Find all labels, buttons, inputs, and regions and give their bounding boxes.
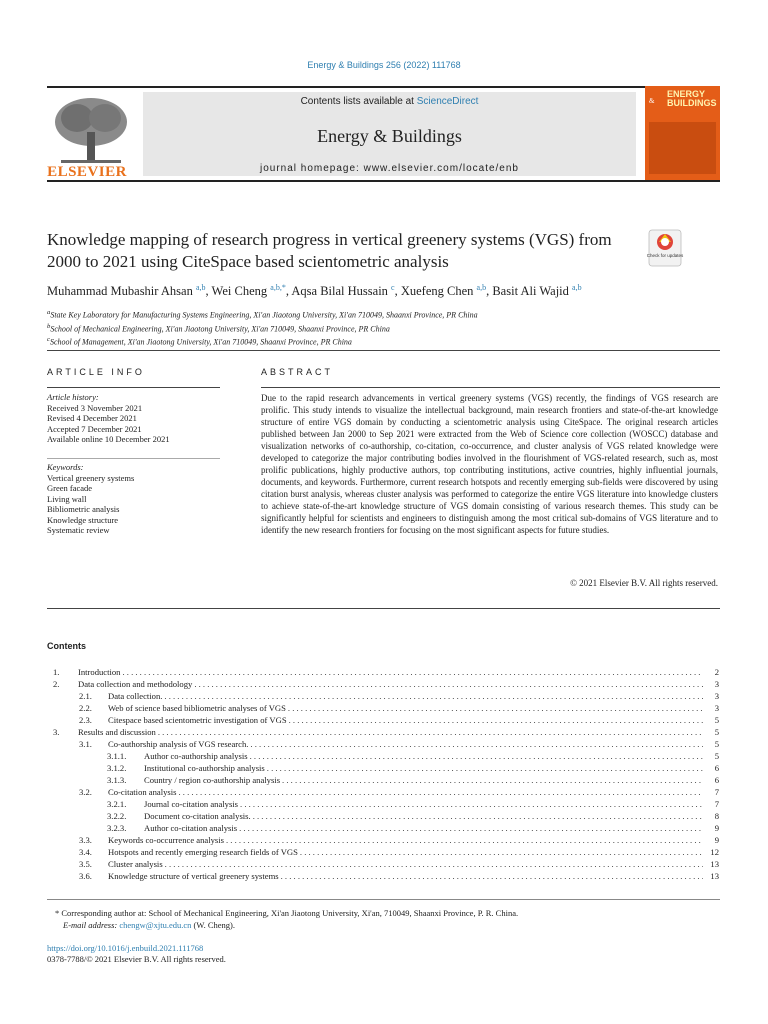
toc-entry[interactable] bbox=[47, 702, 719, 714]
history-item: Revised 4 December 2021 bbox=[47, 413, 137, 423]
toc-title[interactable]: Co-citation analysis bbox=[108, 787, 177, 797]
toc-page-number[interactable]: 9 bbox=[714, 835, 719, 845]
toc-number: 2.2. bbox=[79, 703, 92, 713]
toc-leader bbox=[120, 666, 703, 678]
toc-number: 3.3. bbox=[79, 835, 92, 845]
keyword: Green facade bbox=[47, 483, 93, 493]
contents-heading: Contents bbox=[47, 641, 86, 651]
toc-entry[interactable] bbox=[47, 798, 719, 810]
author[interactable] bbox=[492, 284, 581, 298]
toc-entry[interactable] bbox=[47, 678, 719, 690]
toc-title[interactable]: Document co-citation analysis. bbox=[144, 811, 251, 821]
check-for-updates-icon[interactable] bbox=[645, 228, 685, 268]
toc-number: 2. bbox=[53, 679, 60, 689]
toc-entry[interactable] bbox=[47, 762, 719, 774]
toc-leader bbox=[287, 714, 703, 726]
toc-number: 3.1.3. bbox=[107, 775, 127, 785]
toc-leader bbox=[224, 834, 703, 846]
toc-page-number[interactable]: 5 bbox=[714, 739, 719, 749]
toc-title[interactable]: Author co-citation analysis bbox=[144, 823, 238, 833]
author[interactable] bbox=[401, 284, 486, 298]
toc-page-number[interactable]: 12 bbox=[710, 847, 719, 857]
contents-prefix: Contents lists available at bbox=[300, 96, 417, 107]
toc-entry[interactable] bbox=[47, 666, 719, 678]
toc-title[interactable]: Introduction bbox=[78, 667, 121, 677]
keyword: Knowledge structure bbox=[47, 514, 119, 525]
toc-number: 3.2. bbox=[79, 787, 92, 797]
toc-page-number[interactable]: 5 bbox=[714, 727, 719, 737]
toc-page-number[interactable]: 8 bbox=[714, 811, 719, 821]
toc-number: 3.2.1. bbox=[107, 799, 127, 809]
toc-number: 3.4. bbox=[79, 847, 92, 857]
toc-page-number[interactable]: 6 bbox=[714, 763, 719, 773]
toc-number: 3.2.2. bbox=[107, 811, 127, 821]
abstract-rule bbox=[261, 387, 720, 388]
affil-text: School of Management, Xi'an Jiaotong University, Xi'an 710049, Shaanxi Province, PR China bbox=[49, 337, 352, 347]
toc-number: 2.3. bbox=[79, 715, 92, 725]
author-affil-mark[interactable]: a,b bbox=[572, 283, 582, 292]
keyword: Vertical greenery systems bbox=[47, 472, 135, 483]
article-info-rule bbox=[47, 387, 220, 388]
toc-entry[interactable] bbox=[47, 846, 719, 858]
toc-page-number[interactable]: 13 bbox=[710, 871, 719, 881]
journal-homepage[interactable]: journal homepage: www.elsevier.com/locate/enb bbox=[259, 163, 519, 174]
toc-page-number[interactable]: 7 bbox=[714, 799, 719, 809]
toc-leader bbox=[265, 762, 703, 774]
corresponding-footnote bbox=[47, 907, 727, 931]
keywords-rule bbox=[47, 458, 220, 459]
email-suffix: (W. Cheng). bbox=[193, 920, 235, 930]
toc-leader bbox=[248, 750, 703, 762]
cover-artwork bbox=[649, 122, 716, 174]
toc-title[interactable]: Results and discussion bbox=[78, 727, 156, 737]
toc-page-number[interactable]: 2 bbox=[714, 667, 719, 677]
toc-entry[interactable] bbox=[47, 870, 719, 882]
toc-page-number[interactable]: 3 bbox=[714, 691, 719, 701]
corresponding-author-note: * Corresponding author at: School of Mechanical Engineering, Xi'an Jiaotong University, Xi'an, 710049, Shaanxi Province, P. R. China. bbox=[55, 908, 519, 918]
toc-number: 3. bbox=[53, 727, 60, 737]
doi-block bbox=[47, 943, 226, 965]
abstract-text: Due to the rapid research advancements in vertical greenery systems (VGS) recently, the findings of VGS research are prolific. This study intends to visualize the intellectual background, main research frontiers and state-of-the-art knowledge structure of entire VGS domain by conducting a scientometric analysis using CiteSpace. The original research articles published between Jan 2000 to Sep 2021 were extracted from the Web of Science core collection (WOSCC) database and visualization networks of co-authorship, co-citation, co-occurrence, and cluster analysis of VGS related knowledge were developed to categorize the major contributing bodies involved in the flourishment of VGS-related research, such as, most prolific publications, highly productive authors, top contributing institutions, active countries, highly influential journals, documents, and keywords. Furthermore, current research hotspots and recently emerging sub-fields were discovered by using citation burst analysis, whereas cluster analysis was performed to categorize the entire VGS literature into knowledge clusters to achieve state-of-the-art knowledge structure of VGS domain consisting of various research themes. This study can be significantly helpful for scientists and engineers to distinguish among the most critical sub-domains of VGS literature and to identify the new research frontiers for focusing on the most significant aspects for future studies. bbox=[261, 393, 718, 535]
author-name: Basit Ali Wajid bbox=[492, 284, 569, 299]
author[interactable] bbox=[212, 284, 286, 298]
author-name: Xuefeng Chen bbox=[400, 284, 474, 299]
author-name: Muhammad Mubashir Ahsan bbox=[47, 284, 193, 299]
author-affil-mark[interactable]: c bbox=[391, 283, 395, 292]
toc-entry[interactable] bbox=[47, 810, 719, 822]
toc-title[interactable]: Data collection. bbox=[108, 691, 163, 701]
affil-mark: b bbox=[47, 322, 51, 330]
author[interactable] bbox=[291, 284, 394, 298]
toc-entry[interactable] bbox=[47, 858, 719, 870]
toc-entry[interactable] bbox=[47, 738, 719, 750]
affil-text: School of Mechanical Engineering, Xi'an Jiaotong University, Xi'an 710049, Shaanxi Province, PR China bbox=[50, 324, 390, 334]
toc-number: 2.1. bbox=[79, 691, 92, 701]
article-info-heading: ARTICLE INFO bbox=[47, 367, 145, 377]
toc-title[interactable]: Cluster analysis bbox=[108, 859, 163, 869]
toc-entry[interactable] bbox=[47, 714, 719, 726]
toc-page-number[interactable]: 5 bbox=[714, 751, 719, 761]
toc-title[interactable]: Data collection and methodology bbox=[78, 679, 193, 689]
toc-entry[interactable] bbox=[47, 774, 719, 786]
toc-number: 3.1.2. bbox=[107, 763, 127, 773]
cover-ampersand: & bbox=[649, 97, 655, 105]
author-affil-mark[interactable]: a,b bbox=[195, 283, 206, 292]
author-list: Muhammad Mubashir Ahsan $^{a,b}$, Wei Cheng $^{a,b,*}$, Aqsa Bilal Hussain $^c$, Xuefeng Chen $^{a,b}$, Basit Ali Wajid $^{a,b}$ bbox=[47, 283, 582, 299]
toc-leader bbox=[279, 870, 703, 882]
keywords-label: Keywords: bbox=[47, 462, 84, 472]
toc-entry[interactable] bbox=[47, 822, 719, 834]
abstract-heading: ABSTRACT bbox=[261, 367, 334, 377]
toc-title[interactable]: Citespace based scientometric investigation of VGS bbox=[108, 715, 287, 725]
journal-name[interactable]: Energy & Buildings bbox=[317, 126, 462, 146]
toc-leader bbox=[248, 738, 703, 750]
toc-title[interactable]: Keywords co-occurrence analysis bbox=[108, 835, 224, 845]
author-name: Wei Cheng bbox=[211, 284, 268, 299]
toc-page-number[interactable]: 5 bbox=[714, 715, 719, 725]
toc-page-number[interactable]: 3 bbox=[714, 703, 719, 713]
cover-title: ENERGY BUILDINGS bbox=[667, 89, 717, 108]
email-link[interactable]: chengw@xjtu.edu.cn bbox=[119, 920, 192, 930]
toc-title[interactable]: Institutional co-authorship analysis bbox=[144, 763, 265, 773]
toc-number: 3.6. bbox=[79, 871, 92, 881]
check-for-updates-label: Check for updates bbox=[646, 253, 684, 258]
toc-leader bbox=[286, 702, 703, 714]
toc-leader bbox=[192, 678, 703, 690]
journal-cover-image[interactable] bbox=[645, 86, 720, 182]
keyword: Bibliometric analysis bbox=[47, 504, 120, 514]
toc-number: 3.5. bbox=[79, 859, 92, 869]
history-item: Received 3 November 2021 bbox=[47, 402, 143, 413]
toc-leader bbox=[177, 786, 704, 798]
toc-page-number[interactable]: 6 bbox=[714, 775, 719, 785]
affiliations bbox=[47, 307, 727, 348]
toc-page-number[interactable]: 9 bbox=[714, 823, 719, 833]
banner-bottom-rule bbox=[47, 180, 720, 182]
affiliation bbox=[47, 307, 727, 321]
toc-page-number[interactable]: 13 bbox=[710, 859, 719, 869]
history-item: Accepted 7 December 2021 bbox=[47, 423, 142, 434]
toc-leader bbox=[163, 858, 703, 870]
keyword: Systematic review bbox=[47, 525, 110, 535]
toc-leader bbox=[280, 774, 703, 786]
history-item: Available online 10 December 2021 bbox=[47, 434, 170, 444]
toc-title[interactable]: Author co-authorship analysis bbox=[144, 751, 248, 761]
toc-page-number[interactable]: 7 bbox=[714, 787, 719, 797]
elsevier-wordmark: ELSEVIER bbox=[47, 164, 127, 180]
article-history bbox=[47, 392, 222, 445]
keywords bbox=[47, 462, 222, 536]
toc-leader bbox=[251, 810, 703, 822]
toc-leader bbox=[238, 798, 703, 810]
toc-entry[interactable] bbox=[47, 750, 719, 762]
toc-leader bbox=[298, 846, 703, 858]
toc-title[interactable]: Knowledge structure of vertical greenery systems bbox=[108, 871, 279, 881]
toc-entry[interactable] bbox=[47, 690, 719, 702]
history-label: Article history: bbox=[47, 392, 99, 402]
toc-number: 3.1. bbox=[79, 739, 92, 749]
toc-entry[interactable] bbox=[47, 726, 719, 738]
issn-line: 0378-7788/© 2021 Elsevier B.V. All rights reserved. bbox=[47, 954, 226, 964]
contents-available bbox=[143, 96, 636, 107]
doi-link[interactable]: https://doi.org/10.1016/j.enbuild.2021.111768 bbox=[47, 943, 204, 953]
toc-leader bbox=[162, 690, 703, 702]
toc-leader bbox=[156, 726, 703, 738]
toc-number: 3.1.1. bbox=[107, 751, 127, 761]
author-affil-mark[interactable]: a,b,* bbox=[270, 283, 286, 292]
toc-entry[interactable] bbox=[47, 834, 719, 846]
toc-number: 1. bbox=[53, 667, 60, 677]
banner-top-rule bbox=[47, 86, 720, 88]
keyword: Living wall bbox=[47, 493, 87, 504]
author-name: Aqsa Bilal Hussain bbox=[291, 284, 388, 299]
table-of-contents bbox=[47, 666, 719, 882]
journal-citation[interactable]: Energy & Buildings 256 (2022) 111768 bbox=[307, 60, 461, 70]
affil-mark: a bbox=[47, 309, 51, 316]
affiliation bbox=[47, 334, 727, 348]
sciencedirect-link[interactable]: ScienceDirect bbox=[416, 96, 479, 107]
toc-title[interactable]: Hotspots and recently emerging research fields of VGS bbox=[108, 847, 298, 857]
author[interactable] bbox=[47, 284, 206, 298]
toc-title[interactable]: Journal co-citation analysis bbox=[144, 799, 239, 809]
toc-page-number[interactable]: 3 bbox=[714, 679, 719, 689]
abstract-divider bbox=[47, 608, 720, 609]
toc-title[interactable]: Co-authorship analysis of VGS research. bbox=[108, 739, 249, 749]
footnote-divider bbox=[47, 899, 720, 900]
abstract-copyright: © 2021 Elsevier B.V. All rights reserved. bbox=[570, 578, 718, 588]
toc-entry[interactable] bbox=[47, 786, 719, 798]
email-label: E-mail address: bbox=[63, 920, 118, 930]
toc-title[interactable]: Country / region co-authorship analysis bbox=[144, 775, 281, 785]
author-affil-mark[interactable]: a,b bbox=[476, 283, 487, 292]
affiliation bbox=[47, 321, 727, 335]
affil-text: State Key Laboratory for Manufacturing Systems Engineering, Xi'an Jiaotong University, Xi'an 710049, Shaanxi Province, PR China bbox=[50, 310, 478, 320]
toc-title[interactable]: Web of science based bibliometric analyses of VGS bbox=[108, 703, 286, 713]
journal-banner bbox=[47, 86, 720, 182]
article-title: Knowledge mapping of research progress in vertical greenery systems (VGS) from 2000 to 2021 using CiteSpace based scientometric analysis bbox=[47, 230, 612, 271]
toc-number: 3.2.3. bbox=[107, 823, 127, 833]
journal-box bbox=[143, 92, 636, 176]
header-divider bbox=[47, 350, 720, 351]
affil-mark: c bbox=[47, 336, 50, 344]
toc-leader bbox=[237, 822, 703, 834]
